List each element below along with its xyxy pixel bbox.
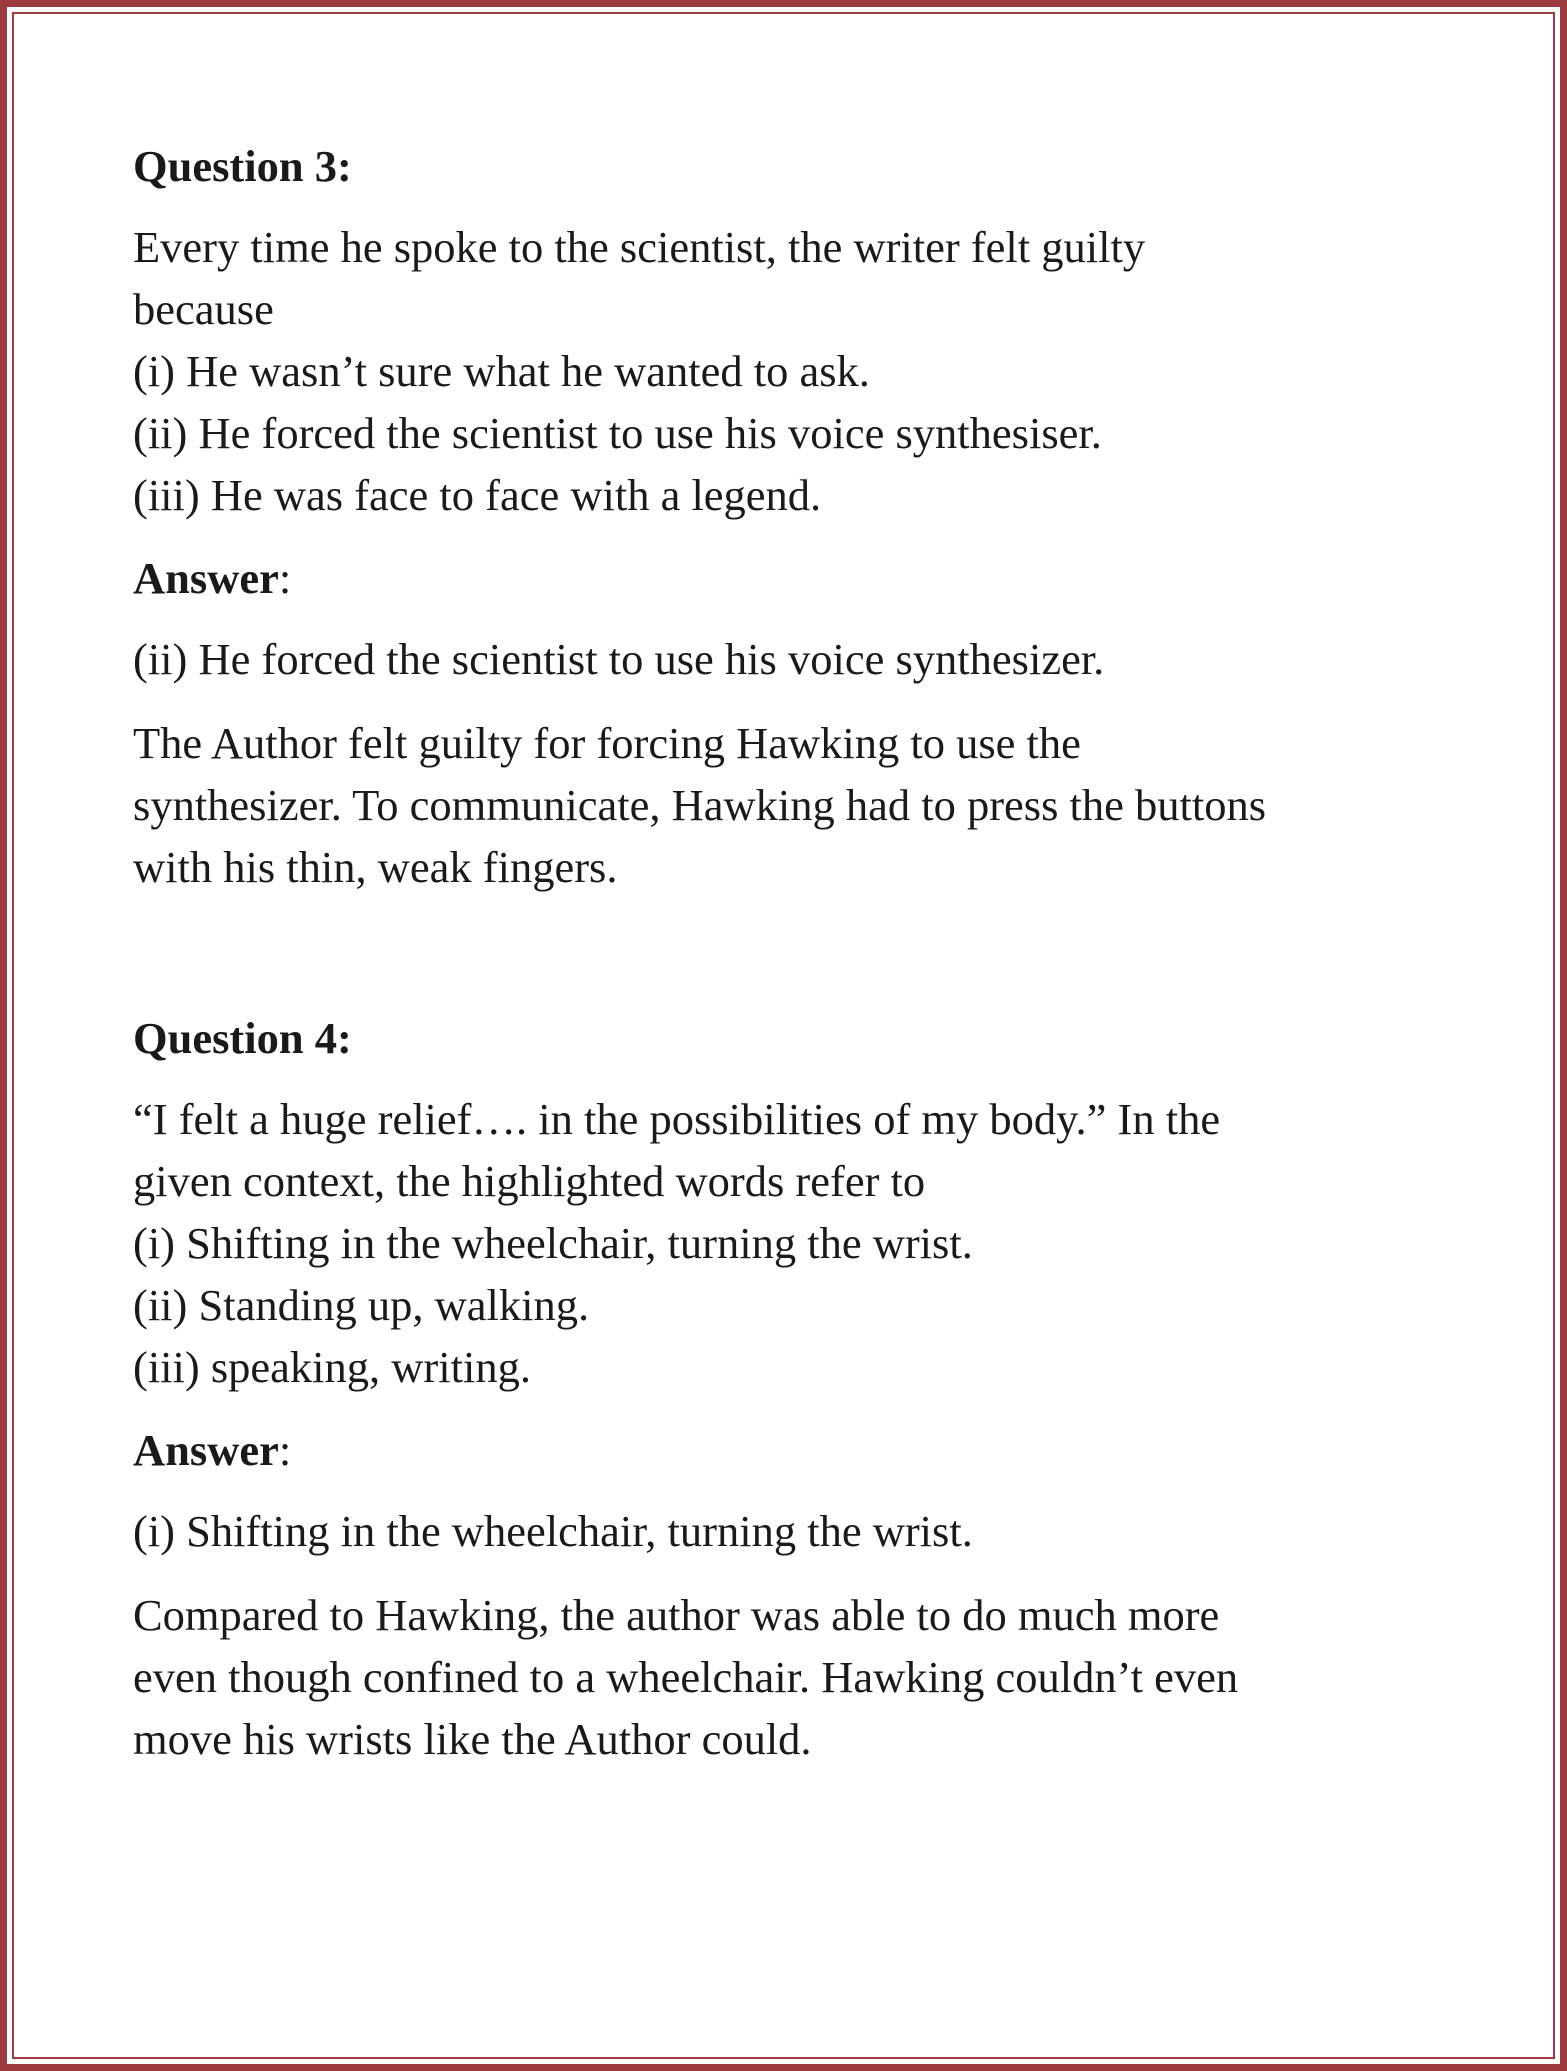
explanation-line: even though confined to a wheelchair. Hawking couldn’t even [133, 1652, 1239, 1702]
explanation-line: synthesizer. To communicate, Hawking had to press the buttons [133, 780, 1267, 830]
question-text [133, 1088, 1473, 1398]
answer-label-colon: : [278, 553, 292, 603]
answer-label [133, 547, 1473, 609]
answer-explanation [133, 712, 1473, 898]
answer-label-colon: : [278, 1425, 292, 1475]
section-spacer [133, 898, 1473, 1007]
question-4-section [133, 1007, 1473, 1770]
answer-label-text: Answer [133, 1425, 279, 1475]
question-heading: Question 4: [133, 1013, 352, 1063]
answer-choice: (i) Shifting in the wheelchair, turning the wrist. [133, 1506, 973, 1556]
answer-label-text: Answer [133, 553, 279, 603]
explanation-line: move his wrists like the Author could. [133, 1714, 812, 1764]
question-text [133, 216, 1473, 526]
question-line: because [133, 284, 274, 334]
question-heading: Question 3: [133, 141, 352, 191]
answer-label [133, 1419, 1473, 1481]
option-line: (i) He wasn’t sure what he wanted to ask. [133, 346, 870, 396]
explanation-line: The Author felt guilty for forcing Hawking to use the [133, 718, 1081, 768]
answer-choice: (ii) He forced the scientist to use his voice synthesizer. [133, 634, 1105, 684]
question-line: given context, the highlighted words refer to [133, 1156, 926, 1206]
answer-explanation [133, 1584, 1473, 1770]
explanation-line: with his thin, weak fingers. [133, 842, 618, 892]
document-body [133, 135, 1473, 1770]
explanation-line: Compared to Hawking, the author was able to do much more [133, 1590, 1220, 1640]
option-line: (iii) He was face to face with a legend. [133, 470, 822, 520]
option-line: (iii) speaking, writing. [133, 1342, 531, 1392]
option-line: (ii) Standing up, walking. [133, 1280, 590, 1330]
question-line: Every time he spoke to the scientist, the writer felt guilty [133, 222, 1146, 272]
question-3-section [133, 135, 1473, 898]
option-line: (i) Shifting in the wheelchair, turning the wrist. [133, 1218, 973, 1268]
option-line: (ii) He forced the scientist to use his voice synthesiser. [133, 408, 1102, 458]
question-line: “I felt a huge relief…. in the possibilities of my body.” In the [133, 1094, 1221, 1144]
